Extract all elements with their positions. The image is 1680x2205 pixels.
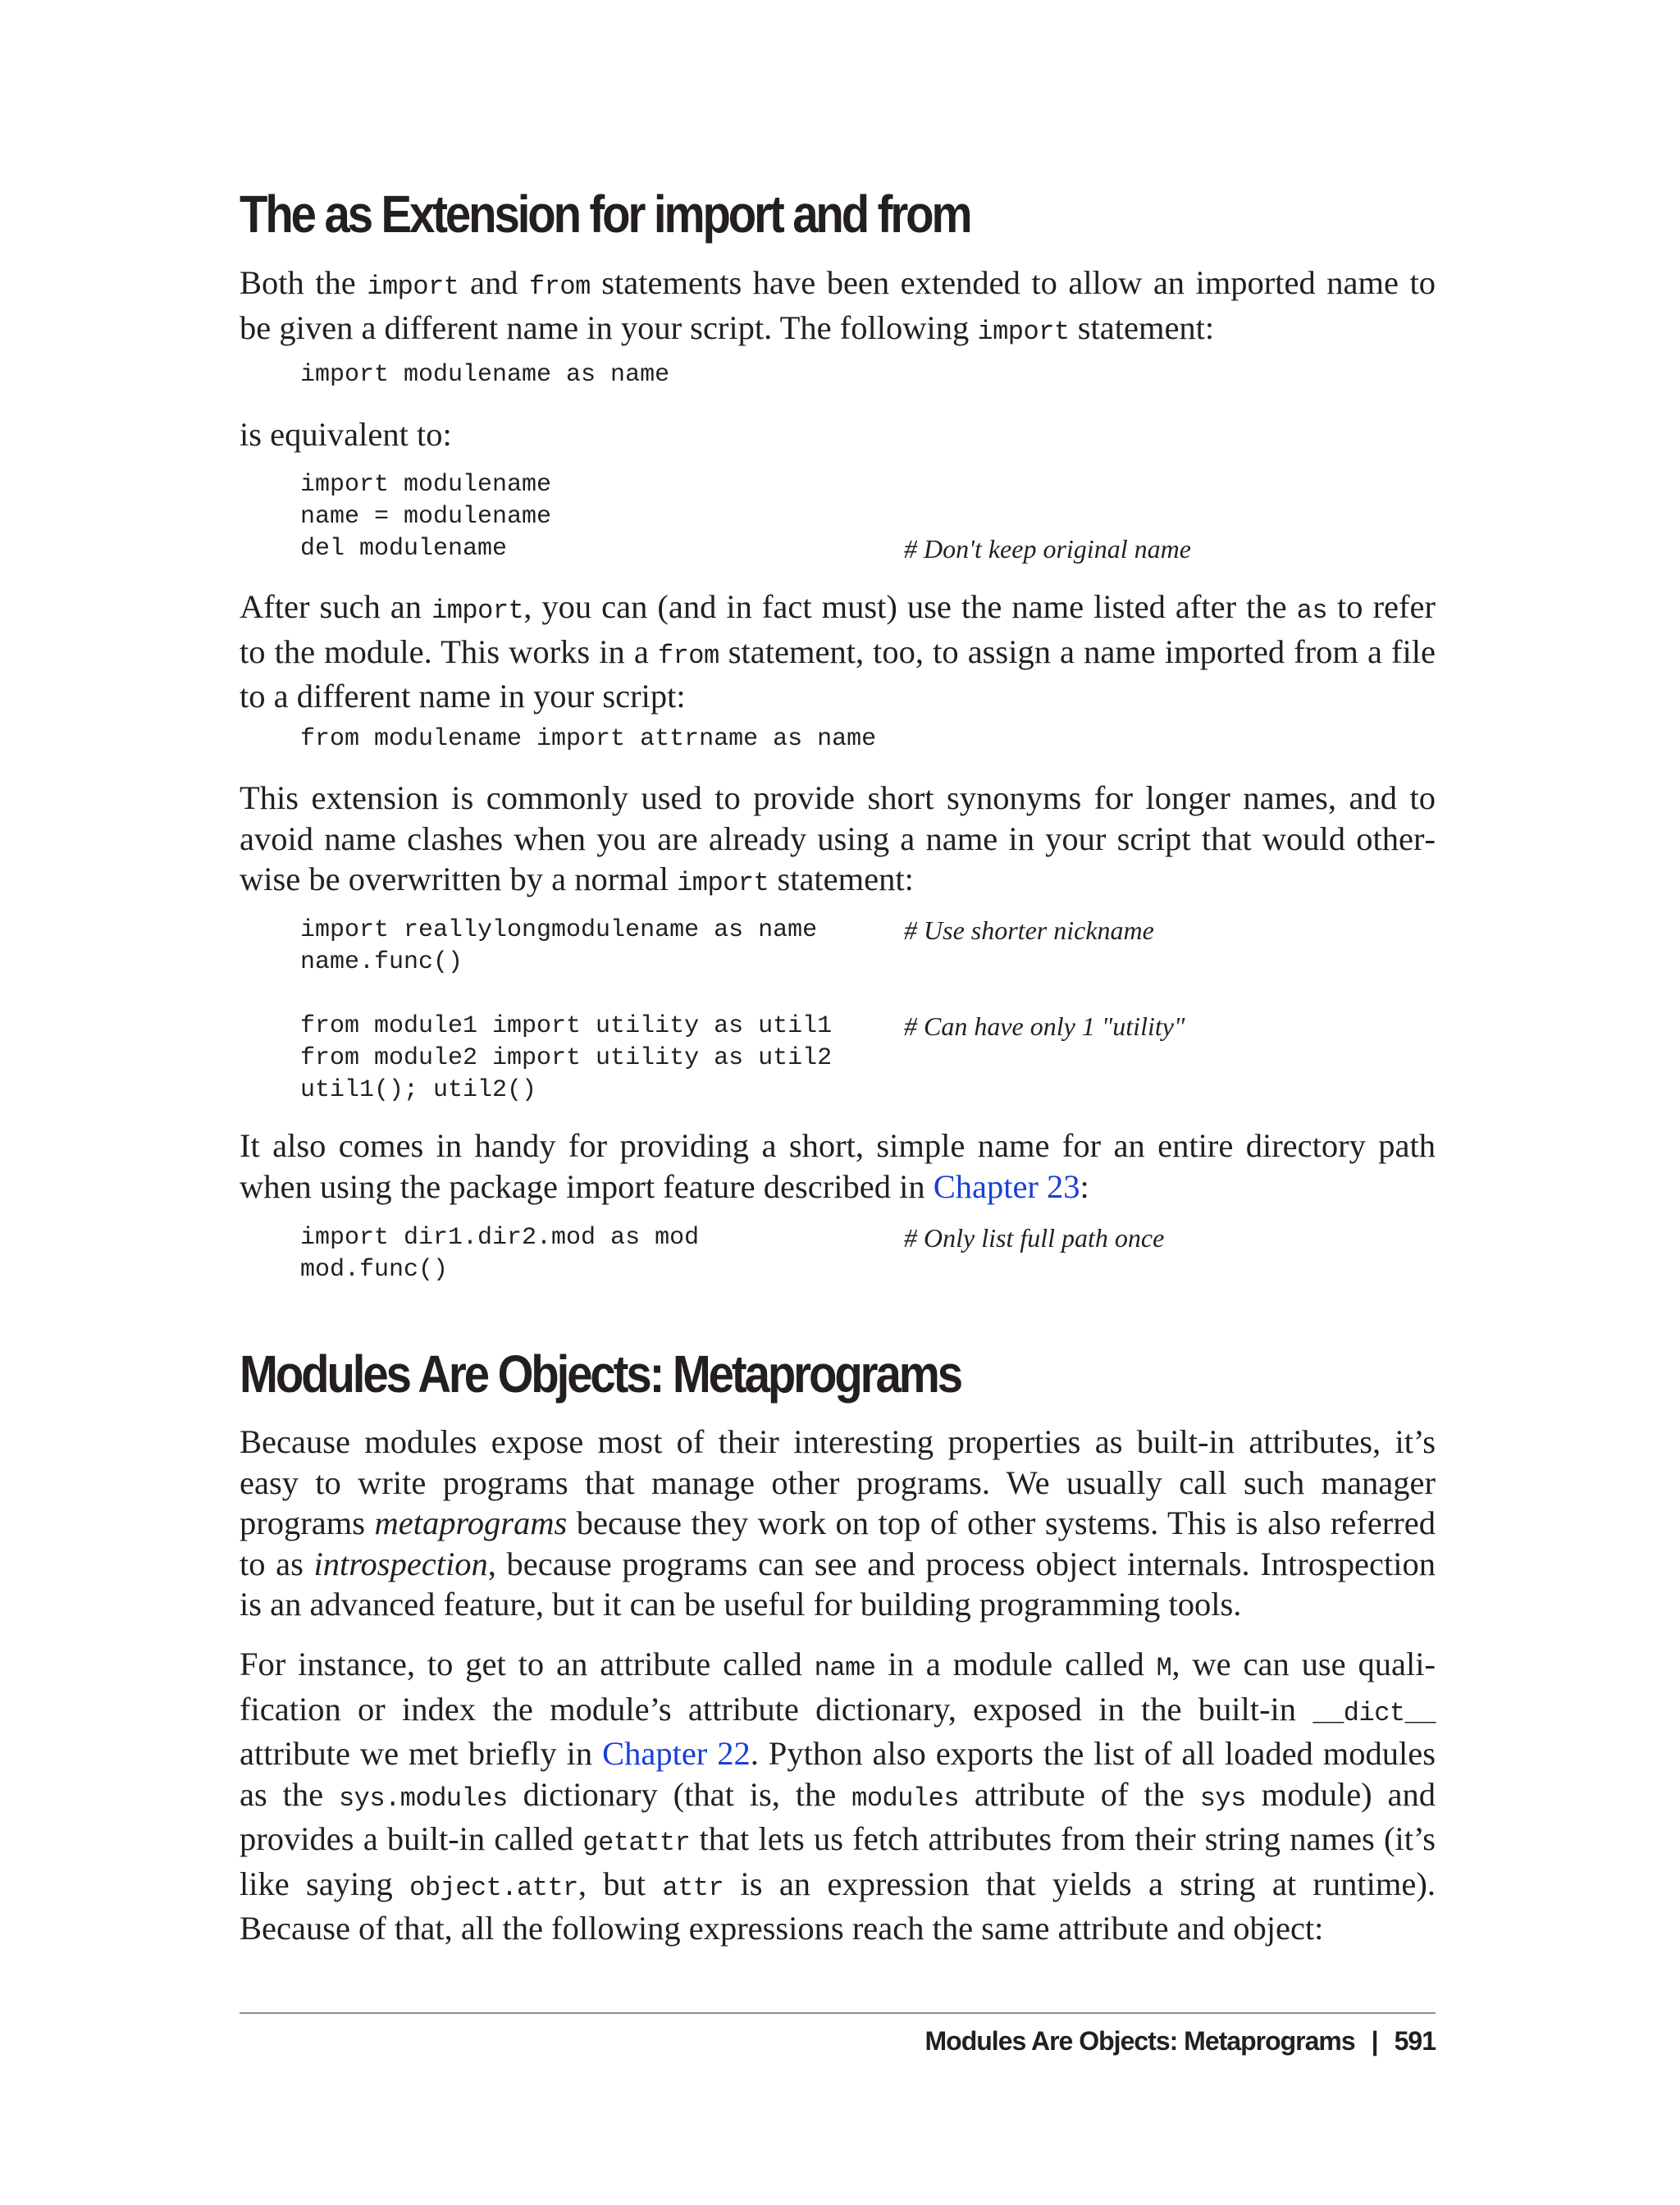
code-comment: # Can have only 1 "utility" (904, 1011, 1185, 1041)
equivalent-paragraph: is equivalent to: (240, 416, 452, 453)
code-line: import modulename (300, 471, 552, 499)
code-line: import modulename as name (300, 361, 670, 389)
footer-divider (240, 2012, 1436, 2014)
code-line: import dir1.dir2.mod as mod # Only list full path once (300, 1223, 1165, 1253)
code-line: mod.func() (300, 1256, 449, 1284)
code-line: name.func() (300, 948, 463, 976)
metaprograms-paragraph: Because modules expose most of their interesting properties as built-in attributes, it’s easy to write programs that manage other programs. We usually call such manager programs metaprograms because they work on top of other systems. This is also referred to as introspection, because programs can see and process object internals. Introspection is an advanced feature, but it can be useful for building programming tools. (240, 1423, 1436, 1623)
code-line: util1(); util2() (300, 1076, 537, 1104)
attribute-access-paragraph: For instance, to get to an attribute called name in a module called M, we can use qualification or index the module’s attribute dictionary, exposed in the built-in __dict__ attribute we met briefly in Chapter 22. Python also exports the list of all loaded modules as the sys.modules dictionary (that is, the modules attribute of the sys module) and provides a built-in called getattr that lets us fetch attributes from their string names (it’s like saying object.attr, but attr is an expression that yields a string at runtime). Because of that, all the following expressions reach the same attribute and object: (240, 1646, 1436, 1947)
code-comment: # Only list full path once (904, 1223, 1165, 1253)
code-line: from module1 import utility as util1 # Can have only 1 "utility" (300, 1011, 1185, 1041)
code-line: name = modulename (300, 503, 552, 531)
code-line: from modulename import attrname as name (300, 725, 877, 753)
code-block-from-as (300, 724, 1436, 756)
after-import-paragraph: After such an import, you can (and in fact must) use the name listed after the as to refer to the module. This works in a from statement, too, to assign a name imported from a file to a different name in your script: (240, 588, 1436, 714)
section-heading-metaprograms: Modules Are Objects: Metaprograms (240, 1344, 961, 1404)
running-footer (925, 2023, 1436, 2059)
section-heading-as-extension: The as Extension for import and from (240, 185, 970, 244)
intro-paragraph: Both the import and from statements have been extended to allow an imported name to be given a different name in your script. The following import statement: (240, 264, 1436, 347)
handy-paragraph: It also comes in handy for providing a short, simple name for an entire directory path when using the package import feature described in Chapter 23: (240, 1127, 1436, 1205)
code-block-nicknames (300, 915, 1436, 1107)
code-comment: # Use shorter nickname (904, 915, 1154, 945)
code-line (300, 979, 1436, 1011)
code-block-import-as (300, 359, 1436, 391)
footer-title: Modules Are Objects: Metaprograms (924, 2026, 1355, 2056)
code-line: from module2 import utility as util2 (300, 1044, 833, 1072)
page-number: 591 (1394, 2026, 1436, 2056)
chapter-23-link[interactable]: Chapter 23 (933, 1167, 1080, 1205)
code-block-equivalent (300, 469, 1436, 565)
chapter-22-link[interactable]: Chapter 22 (602, 1735, 751, 1772)
footer-separator: | (1371, 2026, 1378, 2056)
code-line: del modulename # Don't keep original name (300, 534, 1191, 564)
code-line: import reallylongmodulename as name # Use shorter nickname (300, 915, 1154, 945)
code-block-package-import (300, 1222, 1436, 1286)
extension-paragraph: This extension is commonly used to provide short synonyms for longer names, and to avoid name clashes when you are already using a name in your script that would otherwise be overwritten by a normal import statement: (240, 779, 1436, 898)
code-comment: # Don't keep original name (904, 534, 1191, 564)
